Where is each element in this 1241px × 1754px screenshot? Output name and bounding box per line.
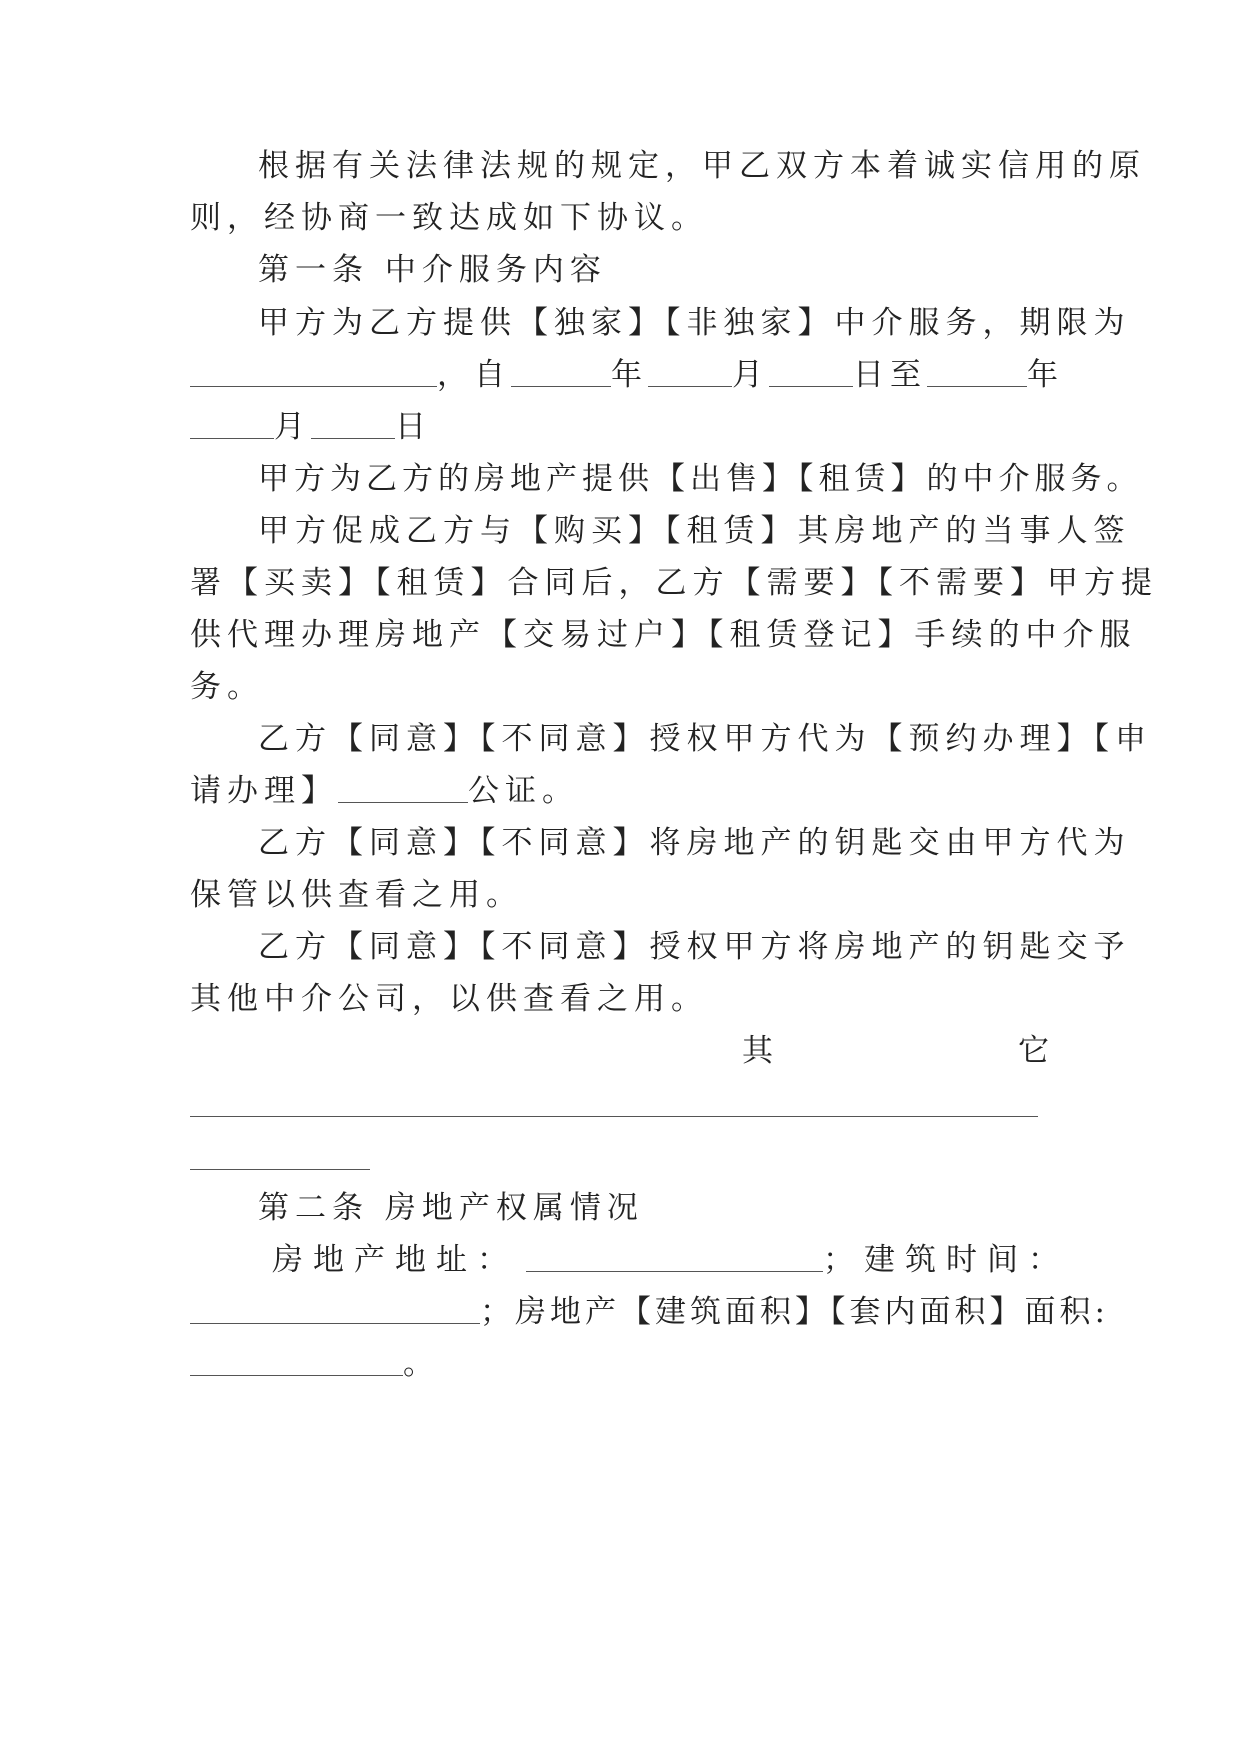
end-day-blank: [311, 410, 395, 439]
day-label: 日: [395, 409, 432, 445]
agency-paragraph-line-4: 务。: [190, 669, 264, 705]
agency-paragraph-line-1: 甲方促成乙方与【购买】【租赁】其房地产的当事人签: [258, 513, 1131, 549]
service-term-line-2: [190, 355, 1064, 395]
build-time-blank: [190, 1295, 480, 1324]
other-blank-line-2: [190, 1169, 370, 1170]
key-custody-line-1: 乙方【同意】【不同意】将房地产的钥匙交由甲方代为: [258, 825, 1131, 861]
address-blank: [526, 1243, 823, 1272]
other-char-2: 它: [1018, 1033, 1055, 1069]
start-day-blank: [769, 358, 853, 387]
year-label: 年: [611, 357, 648, 393]
area-blank: [190, 1347, 403, 1376]
address-label: 房地产地址：: [272, 1242, 518, 1278]
month-label: 月: [732, 357, 769, 393]
notary-blank: [338, 774, 468, 803]
notary-paragraph-line-2: [190, 771, 1055, 811]
article-1-heading: 第一条 中介服务内容: [258, 252, 607, 288]
service-term-line-1: 甲方为乙方提供【独家】【非独家】中介服务，期限为: [258, 305, 1131, 341]
apply-label: 请办理】: [190, 773, 338, 809]
notary-paragraph-line-1: 乙方【同意】【不同意】授权甲方代为【预约办理】【申: [258, 721, 1152, 757]
key-transfer-line-1: 乙方【同意】【不同意】授权甲方将房地产的钥匙交予: [258, 929, 1131, 965]
other-blank-line-1: [190, 1116, 1038, 1117]
notary-label: 公证。: [468, 773, 579, 809]
period: 。: [403, 1346, 440, 1382]
article-2-heading: 第二条 房地产权属情况: [258, 1190, 644, 1226]
service-term-line-3: [190, 407, 1055, 447]
start-month-blank: [648, 358, 732, 387]
property-address-line: [272, 1240, 1069, 1280]
agency-paragraph-line-2: 署【买卖】【租赁】合同后，乙方【需要】【不需要】甲方提: [190, 565, 1158, 601]
area-label: 房地产【建筑面积】【套内面积】面积:: [515, 1294, 1109, 1330]
property-area-value-line: [190, 1344, 1055, 1384]
end-year-blank: [927, 358, 1027, 387]
semicolon: ；: [480, 1294, 515, 1330]
other-char-1: 其: [742, 1033, 779, 1069]
year-label-2: 年: [1027, 357, 1064, 393]
other-label: [742, 1031, 1055, 1071]
comma: ，: [437, 357, 474, 393]
paragraph-preamble-line-2: 则，经协商一致达成如下协议。: [190, 200, 708, 236]
key-transfer-line-2: 其他中介公司，以供查看之用。: [190, 981, 708, 1017]
month-label-2: 月: [274, 409, 311, 445]
term-blank: [190, 358, 437, 387]
start-year-blank: [511, 358, 611, 387]
end-month-blank: [190, 410, 274, 439]
day-to-label: 日至: [853, 357, 927, 393]
from-label: 自: [474, 357, 511, 393]
property-area-line: [190, 1292, 1109, 1332]
key-custody-line-2: 保管以供查看之用。: [190, 877, 523, 913]
build-time-label: ；建筑时间：: [823, 1242, 1069, 1278]
agency-paragraph-line-3: 供代理办理房地产【交易过户】【租赁登记】手续的中介服: [190, 617, 1137, 653]
service-type-paragraph: 甲方为乙方的房地产提供【出售】【租赁】的中介服务。: [258, 461, 1143, 497]
paragraph-preamble-line-1: 根据有关法律法规的规定，甲乙双方本着诚实信用的原: [258, 148, 1146, 184]
